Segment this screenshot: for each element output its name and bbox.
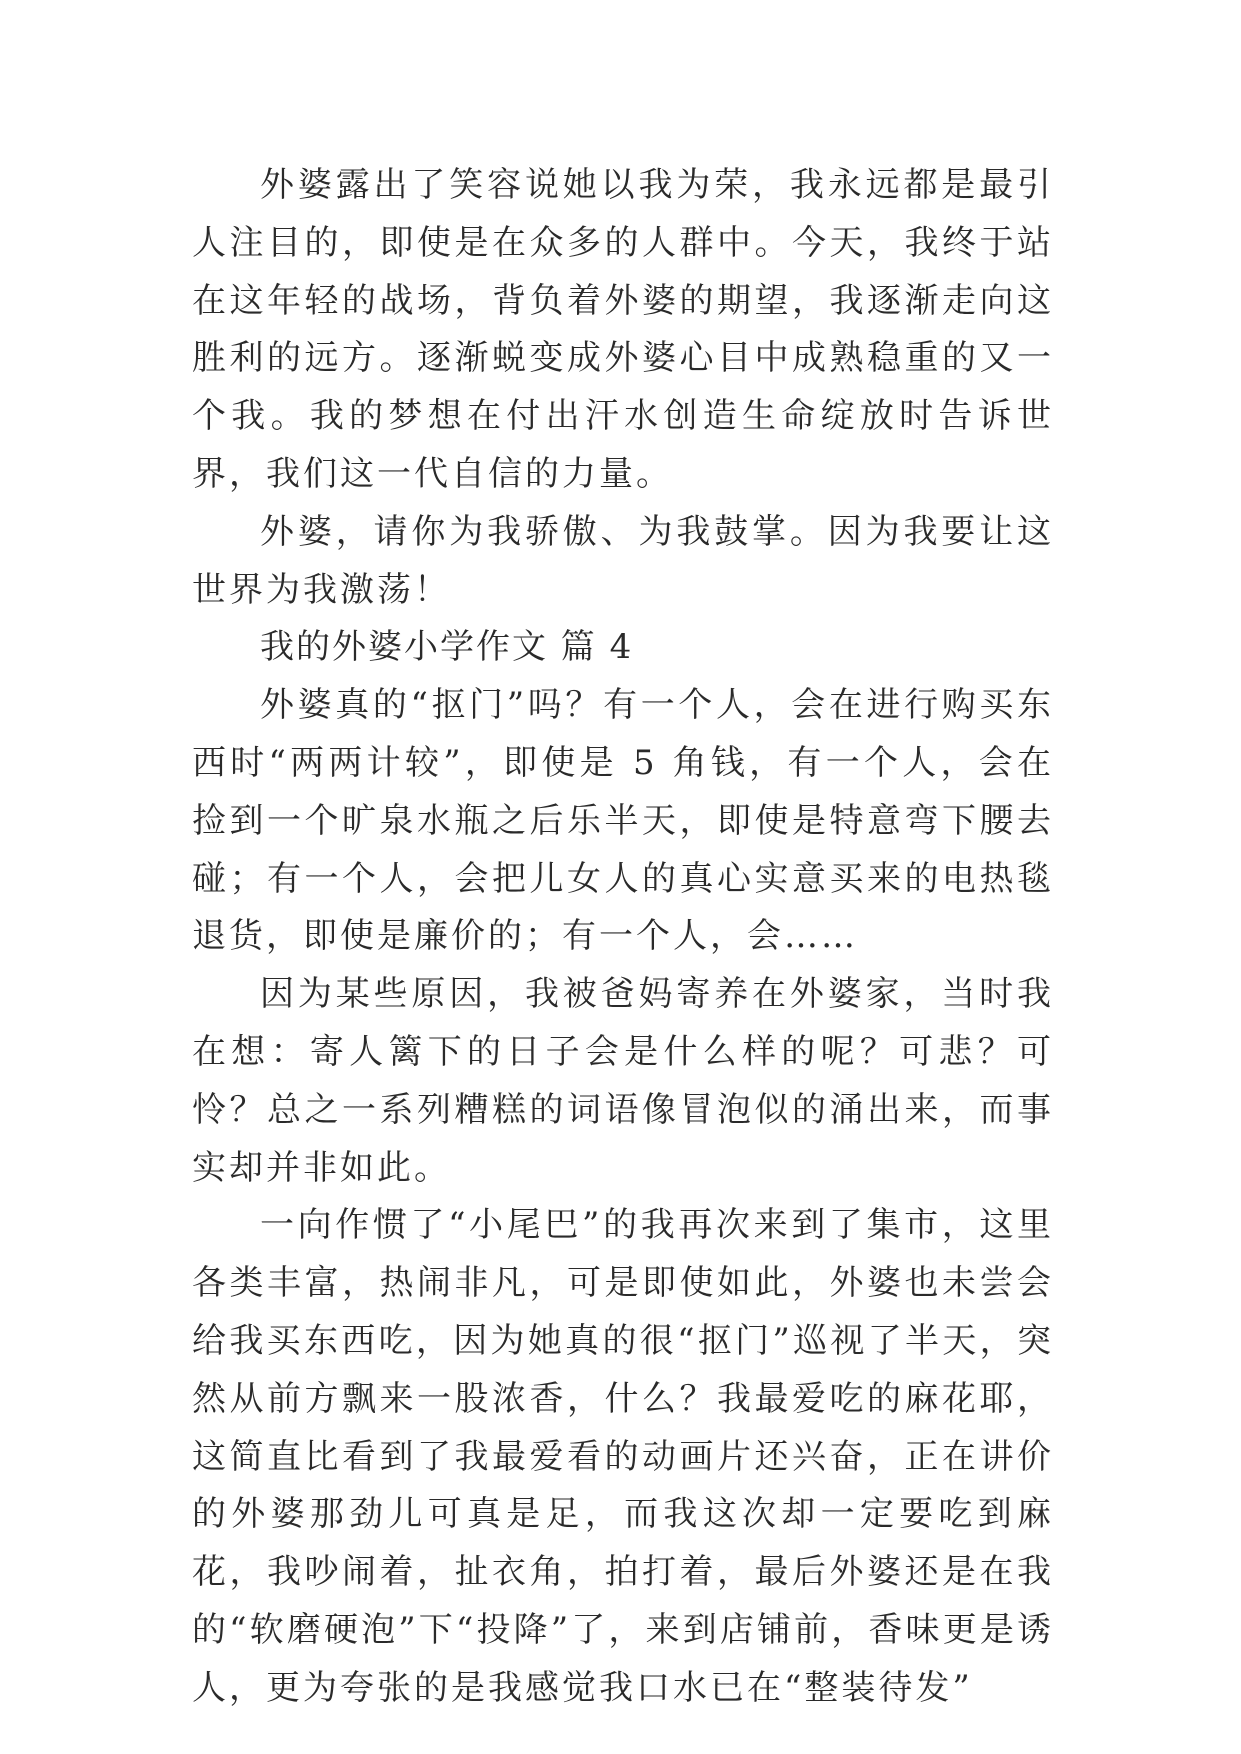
paragraph: 一向作惯了“小尾巴”的我再次来到了集市，这里各类丰富，热闹非凡，可是即使如此，外婆也未尝会给我买东西吃，因为她真的很“抠门”巡视了半天，突然从前方飘来一股浓香，什么？我最爱吃的麻花耶，这简直比看到了我最爱看的动画片还兴奋，正在讲价的外婆那劲儿可真是足，而我这次却一定要吃到麻花，我吵闹着，扯衣角，拍打着，最后外婆还是在我的“软磨硬泡”下“投降”了，来到店铺前，香味更是诱人，更为夸张的是我感觉我口水已在“整装待发” bbox=[192, 1205, 1054, 1708]
paragraph: 因为某些原因，我被爸妈寄养在外婆家，当时我在想：寄人篱下的日子会是什么样的呢？可悲？可怜？总之一系列糟糕的词语像冒泡似的涌出来，而事实却并非如此。 bbox=[192, 974, 1054, 1188]
paragraph: 外婆，请你为我骄傲、为我鼓掌。因为我要让这世界为我激荡！ bbox=[192, 511, 1054, 610]
document-body bbox=[192, 157, 1054, 1718]
section-heading: 我的外婆小学作文 篇 4 bbox=[260, 627, 634, 668]
paragraph: 外婆露出了笑容说她以我为荣，我永远都是最引人注目的，即使是在众多的人群中。今天，我终于站在这年轻的战场，背负着外婆的期望，我逐渐走向这胜利的远方。逐渐蜕变成外婆心目中成熟稳重的又一个我。我的梦想在付出汗水创造生命绽放时告诉世界，我们这一代自信的力量。 bbox=[192, 165, 1054, 494]
paragraph: 外婆真的“抠门”吗？有一个人，会在进行购买东西时“两两计较”，即使是 5 角钱，有一个人，会在捡到一个旷泉水瓶之后乐半天，即使是特意弯下腰去碰；有一个人，会把儿女人的真心实意买来的电热毯退货，即使是廉价的；有一个人，会…… bbox=[192, 685, 1054, 957]
